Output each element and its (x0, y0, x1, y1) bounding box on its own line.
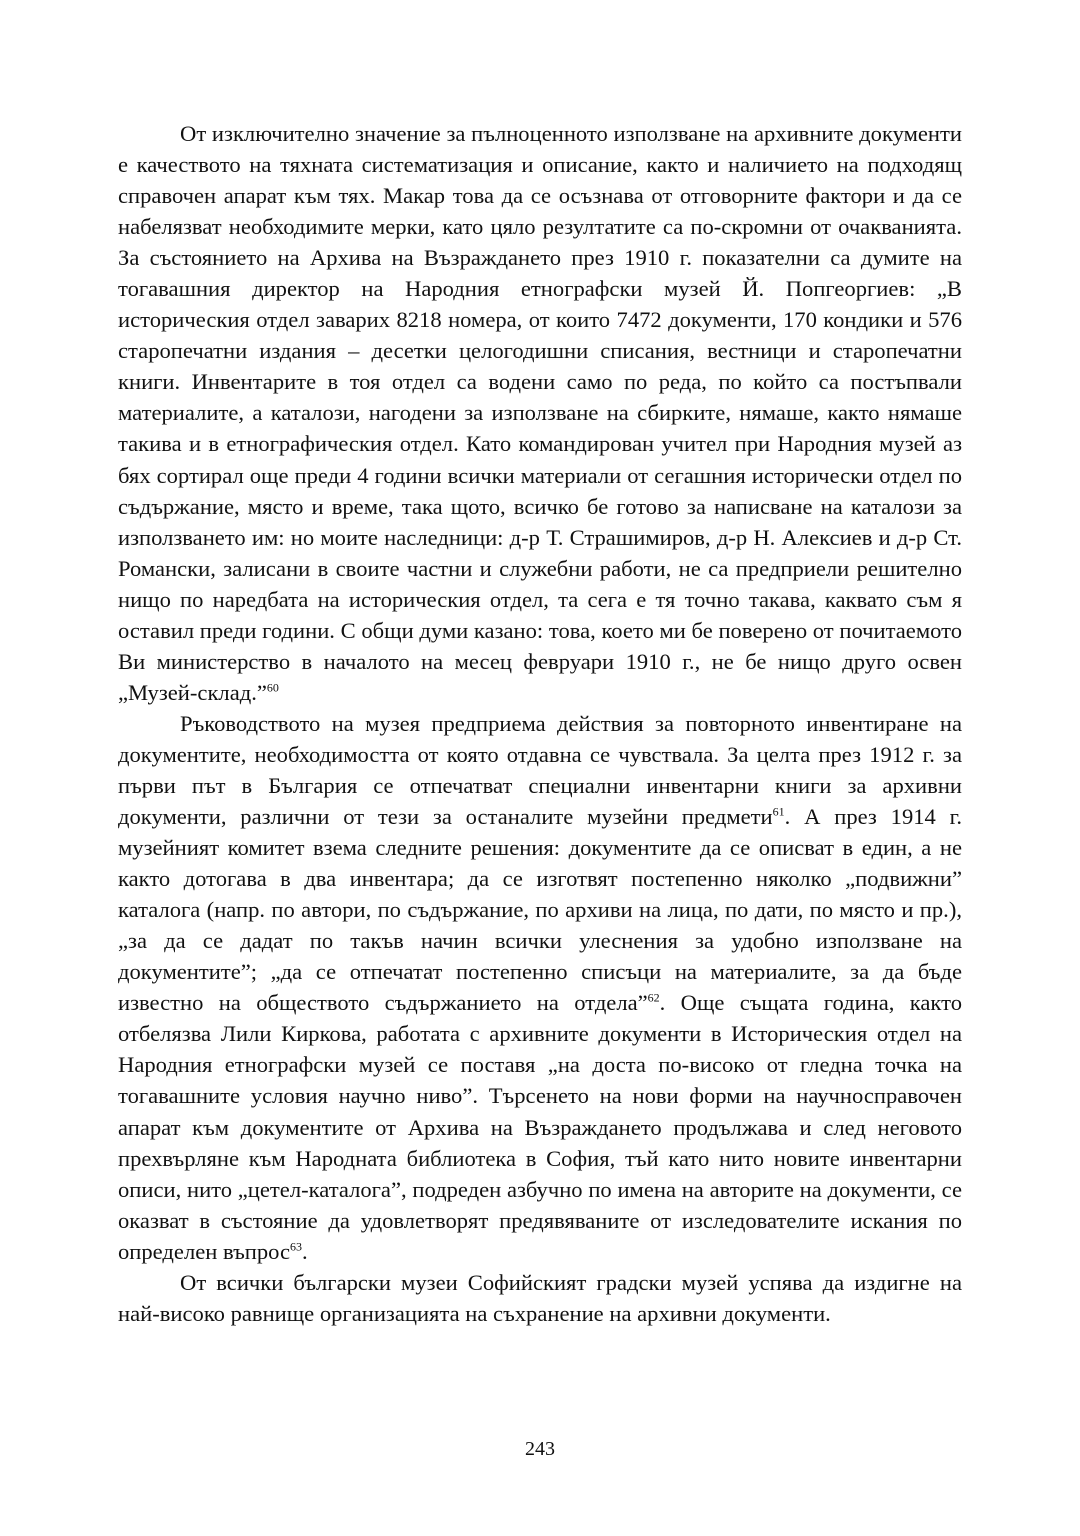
paragraph-1 (118, 118, 962, 708)
footnote-ref-63: 63 (290, 1239, 303, 1254)
footnote-ref-61: 61 (772, 804, 785, 819)
paragraph-2-segment-1: Ръководството на музея предприема действия за повторното инвентиране на документите, необходимостта от която отдавна се чувствала. За целта през 1912 г. за първи път в България се отпечатват специални инвентарни книги за архивни документи, различни от тези за останалите музейни предмети (118, 710, 962, 830)
footnote-ref-60: 60 (266, 680, 279, 695)
paragraph-3 (118, 1267, 962, 1329)
footnote-ref-62: 62 (647, 990, 660, 1005)
page-number: 243 (525, 1438, 555, 1460)
paragraph-2-segment-4: . (302, 1238, 308, 1264)
page-body (118, 118, 962, 1329)
paragraph-3-text: От всички български музеи Софийският градски музей успява да издигне на най-високо равнище организацията на съхранение на архивни документи. (118, 1269, 962, 1326)
paragraph-2-segment-3: . Още същата година, както отбелязва Лили Киркова, работата с архивните документи в Историческия отдел на Народния етнографски музей се поставя „на доста по-високо от гледна точка на тогавашните условия научно ниво”. Търсенето на нови форми на научносправочен апарат към документите от Архива на Възраждането продължава и след неговото прехвърляне към Народната библиотека в София, тъй като нито новите инвентарни описи, нито „цетел-каталога”, подреден азбучно по имена на авторите на документи, се оказват в състояние да удовлетворят предявяваните от изследователите искания по определен въпрос (118, 990, 962, 1264)
paragraph-1-text: От изключително значение за пълноценното използване на архивните документи е качеството на тяхната систематизация и описание, както и наличието на подходящ справочен апарат към тях. Макар това да се осъзнава от отговорните фактори и да се набелязват необходимите мерки, като цяло резултатите са по-скромни от очакванията. За състоянието на Архива на Възраждането през 1910 г. показателни са думите на тогавашния директор на Народния етнографски музей Й. Попгеоргиев: „В историческия отдел заварих 8218 номера, от които 7472 документи, 170 кондики и 576 старопечатни издания – десетки целогодишни списания, вестници и старопечатни книги. Инвентарите в тоя отдел са водени само по реда, по който са постъпвали материалите, а каталози, нагодени за използване на сбирките, нямаше, както нямаше такива и в етнографическия отдел. Като командирован учител при Народния музей аз бях сортирал още преди 4 години всички материали от сегашния исторически отдел по съдържание, място и време, така щото, всичко бе готово за написване на каталози за използването им: но моите наследници: д-р Т. Страшимиров, д-р Н. Алексиев и д-р Ст. Романски, залисани в своите частни и служебни работи, не са предприели решително нищо по наредбата на историческия отдел, та сега е тя точно такава, каквато съм я оставил преди години. С общи думи казано: това, което ми бе поверено от почитаемото Ви министерство в началото на месец февруари 1910 г., не бе нищо друго освен „Музей-склад.” (118, 121, 962, 705)
paragraph-2 (118, 708, 962, 1267)
paragraph-2-segment-2: . А през 1914 г. музейният комитет взема следните решения: документите да се описват в един, а не както дотогава в два инвентара; да се изготвят постепенно няколко „подвижни” каталога (напр. по автори, по съдържание, по архиви на лица, по дати, по място и пр.), „за да се дадат по такъв начин всички улеснения за удобно използване на документите”; „да се отпечатат постепенно списъци на материалите, за да бъде известно на обществото съдържанието на отдела” (118, 804, 962, 1016)
